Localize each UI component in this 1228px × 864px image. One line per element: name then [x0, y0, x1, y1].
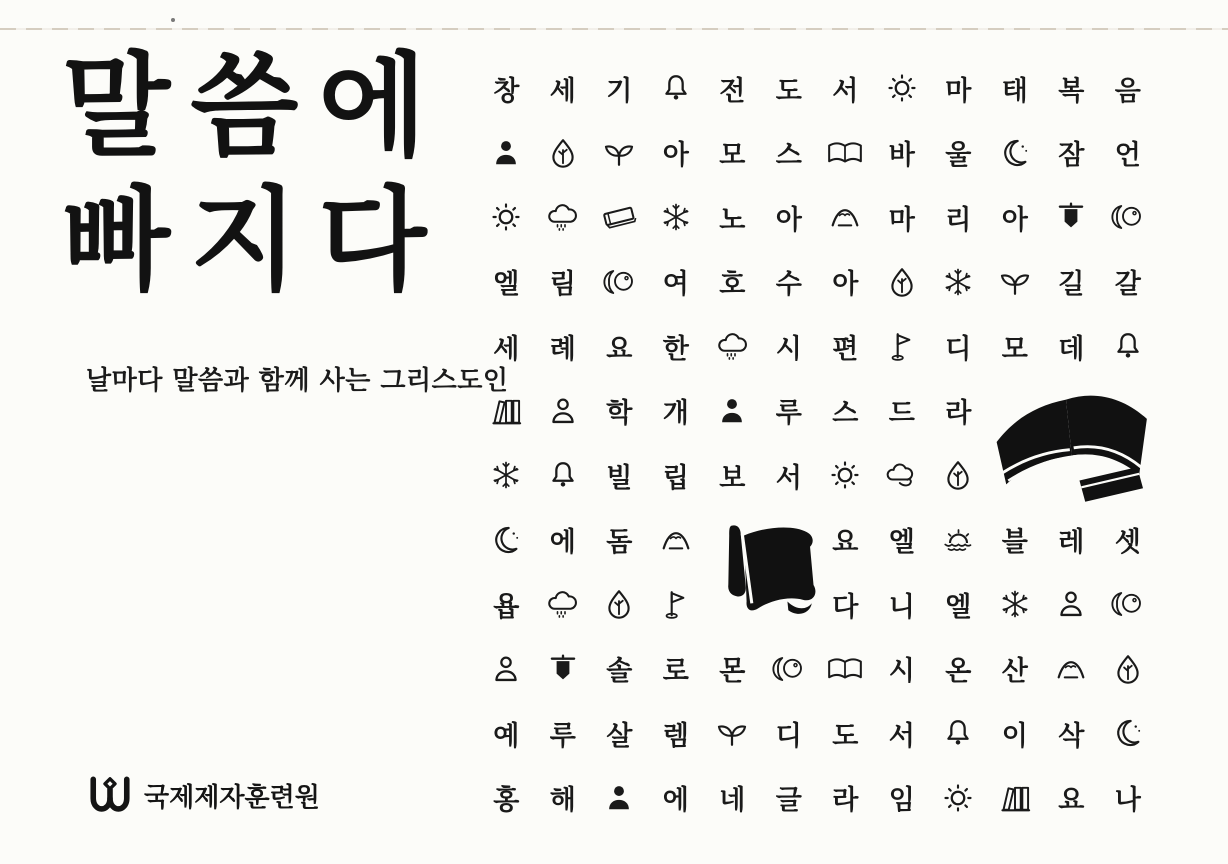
grid-char: 몬 [719, 656, 746, 688]
grid-char: 례 [549, 333, 576, 365]
pennant-icon [535, 637, 592, 702]
mountain-icon [648, 508, 705, 573]
person-outline-icon [478, 637, 535, 702]
grid-char: 삭 [1058, 720, 1085, 752]
grid-char: 시 [775, 333, 802, 365]
grid-char: 예 [493, 720, 520, 752]
mountain-icon [817, 185, 874, 250]
sprout-icon [987, 250, 1044, 315]
grid-char: 도 [775, 75, 802, 107]
grid-char: 레 [1058, 527, 1085, 559]
grid-char: 니 [888, 591, 915, 623]
grid-char: 아 [775, 204, 802, 236]
grid-char: 네 [719, 785, 746, 817]
eclipse-icon [761, 637, 818, 702]
grid-char: 림 [549, 269, 576, 301]
snowflake-icon [930, 250, 987, 315]
crescent-icon [478, 508, 535, 573]
grid-char: 드 [888, 398, 915, 430]
grid-char: 호 [719, 269, 746, 301]
grid-char: 요 [832, 527, 859, 559]
grid-char: 세 [549, 75, 576, 107]
grid-char: 렘 [662, 720, 689, 752]
leaf-icon [930, 443, 987, 508]
sunrise-icon [930, 508, 987, 573]
grid-char: 디 [945, 333, 972, 365]
grid-char: 스 [775, 140, 802, 172]
grid-char: 돔 [606, 527, 633, 559]
grid-char: 디 [775, 720, 802, 752]
grid-char: 서 [888, 720, 915, 752]
grid-char: 모 [1001, 333, 1028, 365]
big-scroll-icon [704, 517, 817, 627]
person-filled-icon [478, 121, 535, 186]
snowflake-icon [987, 572, 1044, 637]
grid-char: 보 [719, 462, 746, 494]
person-filled-icon [704, 379, 761, 444]
bookshelf-icon [987, 766, 1044, 831]
grid-char: 시 [888, 656, 915, 688]
grid-char: 창 [493, 75, 520, 107]
bell-icon [648, 56, 705, 121]
grid-char: 전 [719, 75, 746, 107]
sun-icon [930, 766, 987, 831]
person-outline-icon [535, 379, 592, 444]
grid-char: 수 [775, 269, 802, 301]
word-search-grid [478, 56, 1156, 830]
grid-char: 아 [832, 269, 859, 301]
eclipse-icon [1100, 572, 1157, 637]
flag-icon [648, 572, 705, 637]
flag-icon [874, 314, 931, 379]
person-outline-icon [1043, 572, 1100, 637]
grid-char: 바 [888, 140, 915, 172]
title-line-1: 말씀에 [62, 42, 447, 172]
big-book-icon [987, 380, 1157, 506]
leaf-icon [1100, 637, 1157, 702]
leaf-icon [535, 121, 592, 186]
open-book-icon [817, 121, 874, 186]
grid-char: 잠 [1058, 140, 1085, 172]
publisher-name: 국제제자훈련원 [144, 782, 320, 813]
crescent-icon [1100, 701, 1157, 766]
title-line-2: 빠지다 [62, 176, 447, 306]
person-filled-icon [591, 766, 648, 831]
closed-book-icon [591, 185, 648, 250]
bell-icon [535, 443, 592, 508]
page-title [62, 40, 447, 308]
grid-char: 여 [662, 269, 689, 301]
grid-char: 라 [945, 398, 972, 430]
grid-char: 빌 [606, 462, 633, 494]
snowflake-icon [478, 443, 535, 508]
grid-char: 다 [832, 591, 859, 623]
grid-char: 루 [775, 398, 802, 430]
grid-char: 리 [945, 204, 972, 236]
grid-char: 아 [662, 140, 689, 172]
grid-char: 엘 [945, 591, 972, 623]
grid-char: 에 [662, 785, 689, 817]
grid-char: 임 [888, 785, 915, 817]
grid-char: 엘 [493, 269, 520, 301]
grid-char: 도 [832, 720, 859, 752]
grid-char: 이 [1001, 720, 1028, 752]
grid-char: 홍 [493, 785, 520, 817]
grid-char: 한 [662, 333, 689, 365]
grid-char: 살 [606, 720, 633, 752]
grid-char: 기 [606, 75, 633, 107]
sun-icon [874, 56, 931, 121]
grid-char: 노 [719, 204, 746, 236]
grid-char: 울 [945, 140, 972, 172]
grid-char: 음 [1114, 75, 1141, 107]
grid-char: 개 [662, 398, 689, 430]
grid-char: 솔 [606, 656, 633, 688]
grid-char: 모 [719, 140, 746, 172]
wind-cloud-icon [874, 443, 931, 508]
leaf-icon [874, 250, 931, 315]
publisher-logo-icon [88, 776, 132, 814]
grid-char: 세 [493, 333, 520, 365]
grid-char: 요 [1058, 785, 1085, 817]
grid-char: 스 [832, 398, 859, 430]
crescent-icon [987, 121, 1044, 186]
grid-char: 산 [1001, 656, 1028, 688]
eclipse-icon [1100, 185, 1157, 250]
grid-char: 에 [549, 527, 576, 559]
scan-artifact-dot [171, 18, 175, 22]
rain-cloud-icon [535, 572, 592, 637]
grid-char: 데 [1058, 333, 1085, 365]
grid-char: 나 [1114, 785, 1141, 817]
grid-char: 편 [832, 333, 859, 365]
rain-cloud-icon [704, 314, 761, 379]
grid-char: 아 [1001, 204, 1028, 236]
sun-icon [817, 443, 874, 508]
grid-char: 글 [775, 785, 802, 817]
grid-char: 온 [945, 656, 972, 688]
publisher [88, 776, 320, 814]
grid-char: 복 [1058, 75, 1085, 107]
eclipse-icon [591, 250, 648, 315]
rain-cloud-icon [535, 185, 592, 250]
grid-char: 서 [775, 462, 802, 494]
grid-char: 마 [888, 204, 915, 236]
grid-char: 립 [662, 462, 689, 494]
snowflake-icon [648, 185, 705, 250]
grid-char: 로 [662, 656, 689, 688]
bell-icon [1100, 314, 1157, 379]
sun-icon [478, 185, 535, 250]
scan-artifact-line [0, 28, 1228, 30]
open-book-graphic [987, 379, 1157, 508]
grid-char: 요 [606, 333, 633, 365]
grid-char: 욥 [493, 591, 520, 623]
open-book-icon [817, 637, 874, 702]
grid-char: 서 [832, 75, 859, 107]
sprout-icon [704, 701, 761, 766]
grid-char: 갈 [1114, 269, 1141, 301]
grid-char: 태 [1001, 75, 1028, 107]
grid-char: 라 [832, 785, 859, 817]
scroll-graphic [704, 508, 817, 637]
bell-icon [930, 701, 987, 766]
grid-char: 루 [549, 720, 576, 752]
grid-char: 엘 [888, 527, 915, 559]
grid-char: 학 [606, 398, 633, 430]
subtitle: 날마다 말씀과 함께 사는 그리스도인 [86, 366, 509, 396]
leaf-icon [591, 572, 648, 637]
grid-char: 해 [549, 785, 576, 817]
grid-char: 셋 [1114, 527, 1141, 559]
grid-char: 길 [1058, 269, 1085, 301]
grid-char: 블 [1001, 527, 1028, 559]
mountain-icon [1043, 637, 1100, 702]
grid-char: 언 [1114, 140, 1141, 172]
pennant-icon [1043, 185, 1100, 250]
grid-char: 마 [945, 75, 972, 107]
bookshelf-icon [478, 379, 535, 444]
sprout-icon [591, 121, 648, 186]
